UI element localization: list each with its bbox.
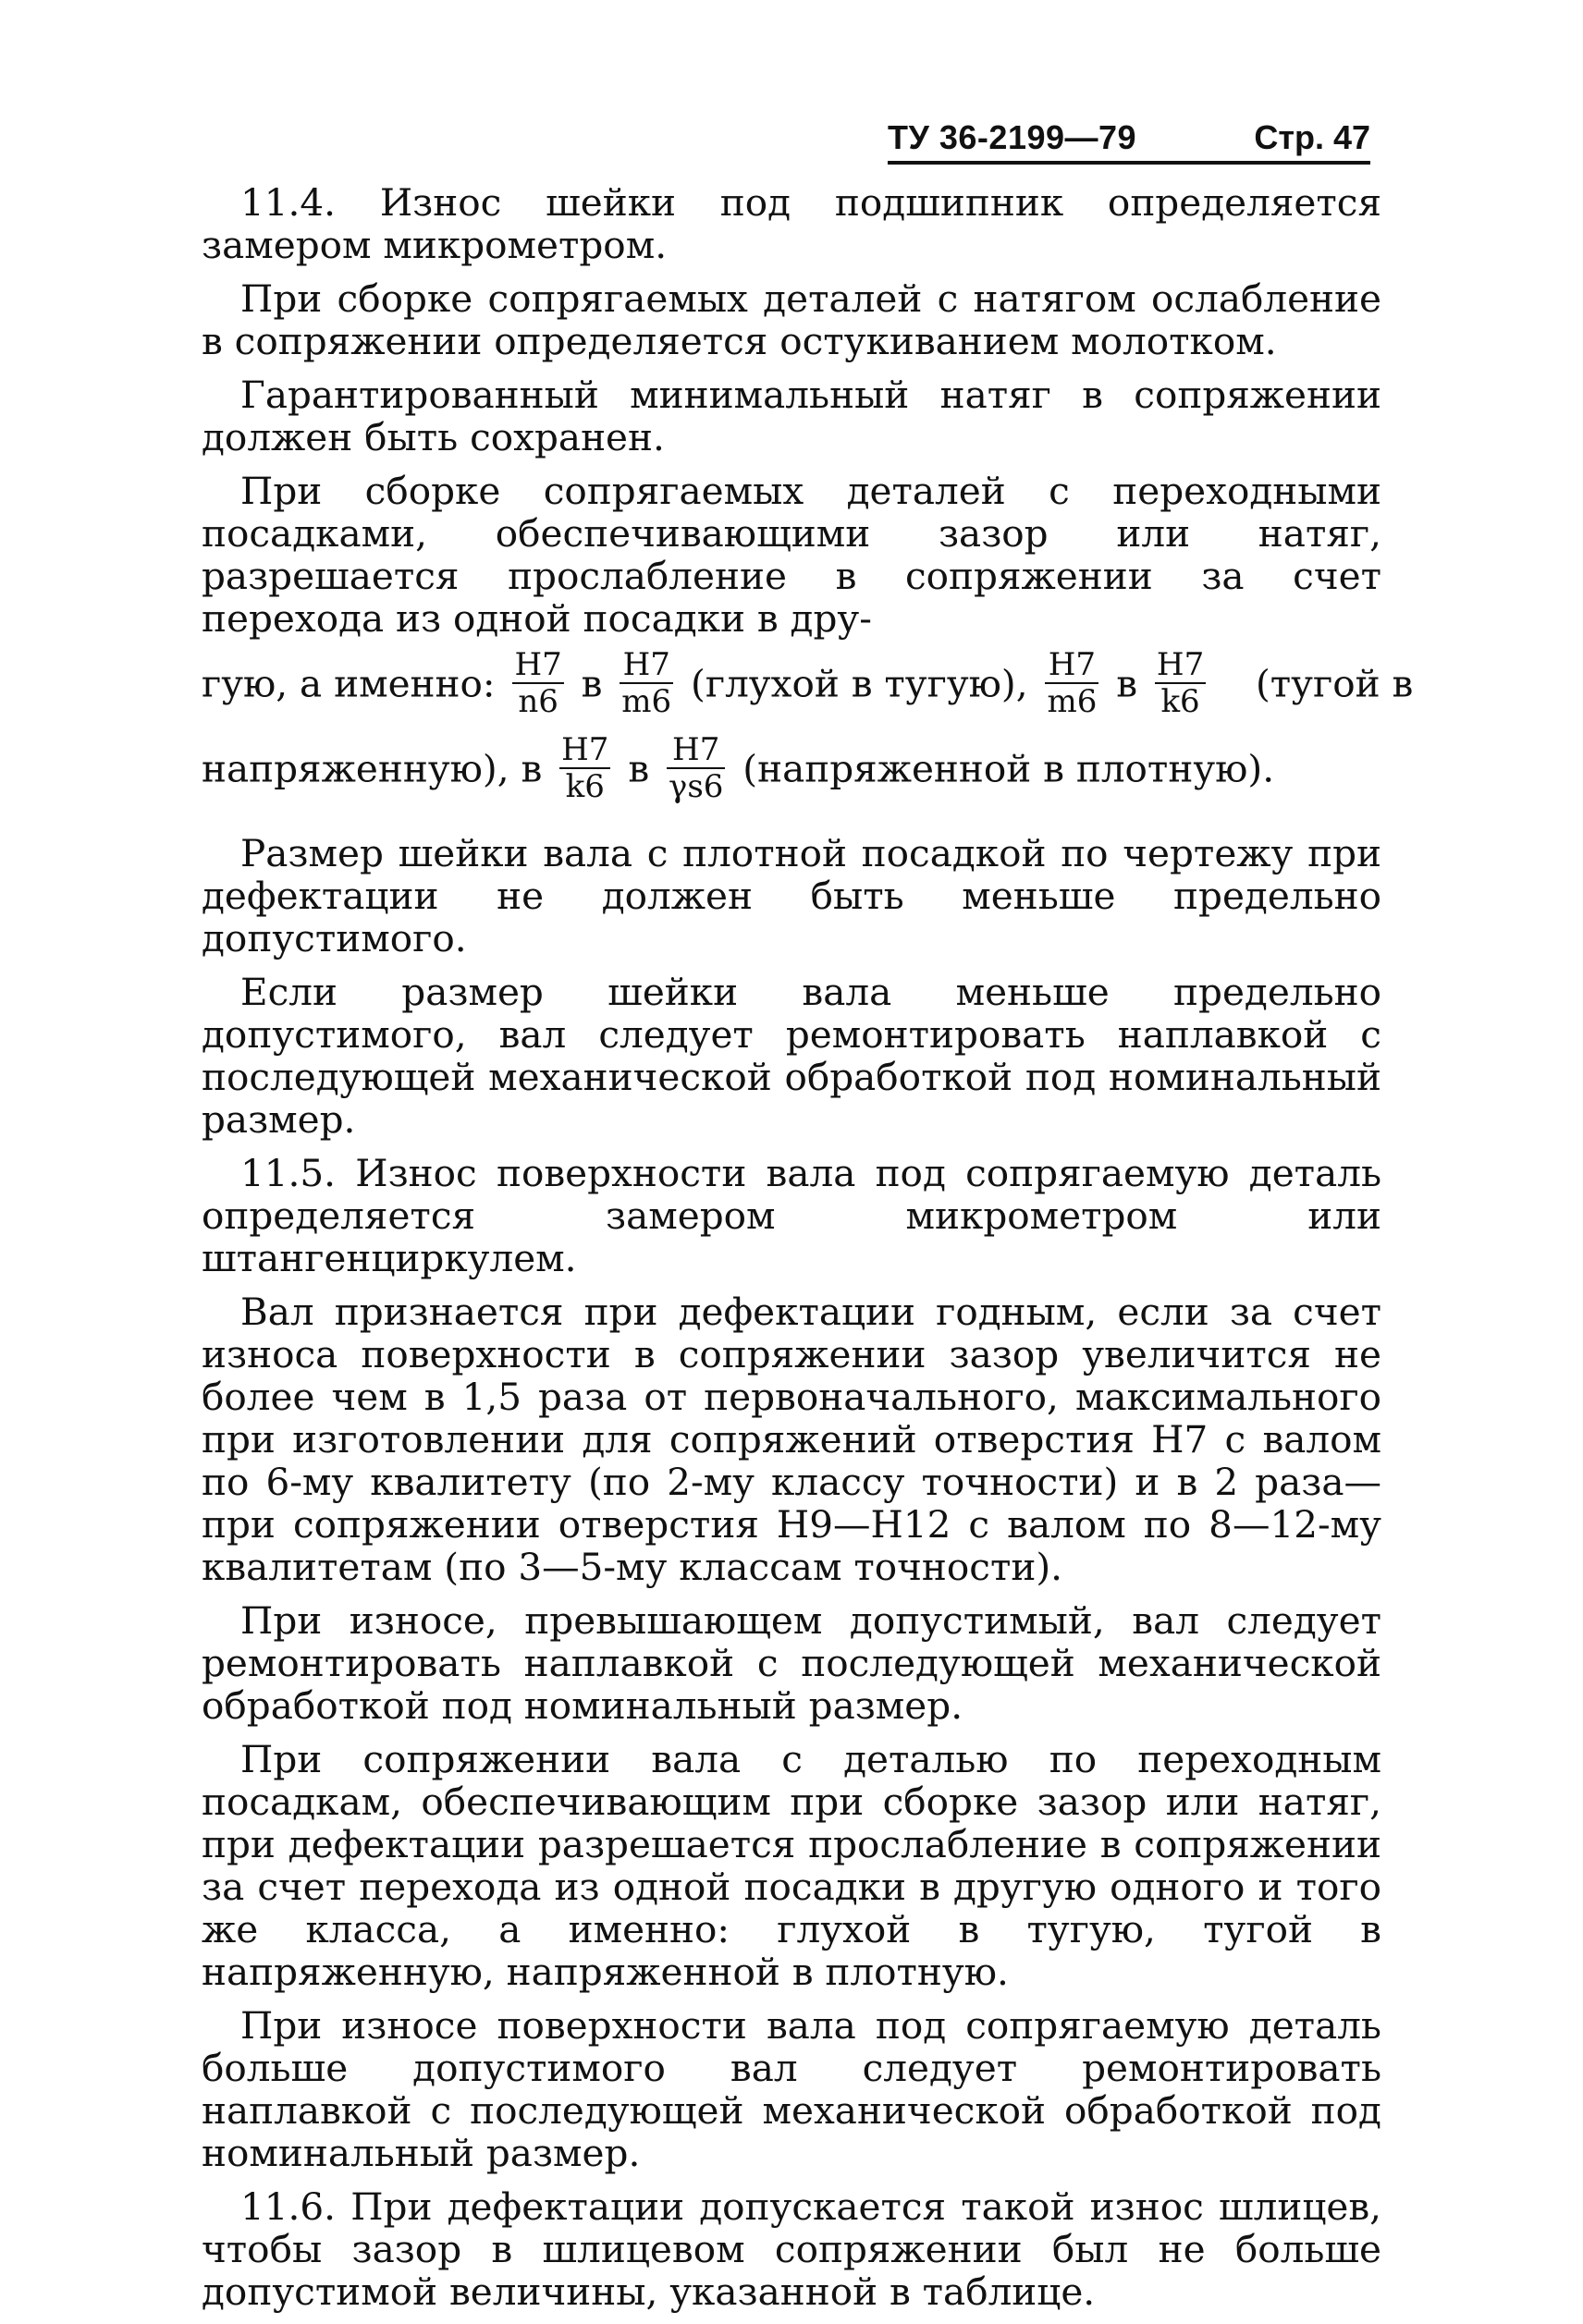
formula-text: (глухой в тугую),	[691, 661, 1028, 706]
paragraph: При сопряжении вала с деталью по переходным посадкам, обеспечивающим при сборке зазор или натяг, при дефектации разрешается прослабление в сопряжении за счет перехода из одной посадки в другую одного и того же класса, а именно: глухой в тугую, тугой в напряженную, напряженной в плотную.	[202, 1737, 1381, 1994]
fraction-h7-m6	[1045, 647, 1098, 719]
formula-text: гую, а именно:	[202, 661, 496, 706]
fraction-numerator: H7	[514, 646, 562, 683]
page-header	[888, 118, 1370, 165]
fraction-denominator: n6	[518, 683, 558, 720]
paragraph-11-5: 11.5. Износ поверхности вала под сопрягаемую деталь определяется замером микрометром или штангенциркулем.	[202, 1151, 1381, 1280]
formula-text: (напряженной в плотную).	[742, 746, 1275, 791]
paragraph: При сборке сопрягаемых деталей с натягом ослабление в сопряжении определяется остукиванием молотком.	[202, 276, 1381, 363]
formula-line-2	[202, 731, 1381, 810]
fraction-denominator: m6	[1047, 683, 1098, 720]
page-number: Стр. 47	[1254, 118, 1370, 156]
formula-word: в	[581, 661, 603, 706]
fraction-h7-k6	[1155, 647, 1206, 719]
paragraph-11-4: 11.4. Износ шейки под подшипник определяется замером микрометром.	[202, 180, 1381, 267]
fraction-h7-m6	[620, 647, 673, 719]
formula-word: в	[628, 746, 650, 791]
paragraph: При сборке сопрягаемых деталей с переходными посадками, обеспечивающими зазор или натяг, разрешается прослабление в сопряжении за счет перехода из одной посадки в дру-	[202, 469, 1381, 641]
fraction-denominator: γs6	[669, 768, 724, 805]
fraction-numerator: H7	[1045, 647, 1098, 684]
paragraph: Если размер шейки вала меньше предельно допустимого, вал следует ремонтировать наплавкой с последующей механической обработкой под номинальный размер.	[202, 970, 1381, 1142]
formula-text: (тугой в	[1255, 661, 1414, 706]
fraction-denominator: k6	[1160, 683, 1200, 720]
fraction-h7-k6	[559, 732, 610, 804]
formula-line-1	[202, 646, 1414, 736]
formula-text: напряженную), в	[202, 746, 543, 791]
fraction-numerator: H7	[620, 647, 673, 684]
paragraph: Вал признается при дефектации годным, если за счет износа поверхности в сопряжении зазор увеличится не более чем в 1,5 раза от первоначального, максимального при изготовлении для сопряжений отверстия H7 с валом по 6-му квалитету (по 2-му классу точности) и в 2 раза—при сопряжении отверстия H9—H12 с валом по 8—12-му квалитетам (по 3—5-му классам точности).	[202, 1290, 1381, 1589]
paragraph: При износе, превышающем допустимый, вал следует ремонтировать наплавкой с последующей механической обработкой под номинальный размер.	[202, 1598, 1381, 1728]
formula-word: в	[1116, 661, 1138, 706]
paragraph: Гарантированный минимальный натяг в сопряжении должен быть сохранен.	[202, 373, 1381, 459]
document-body	[202, 180, 1414, 2324]
fraction-denominator: k6	[565, 768, 605, 805]
fit-formula-block	[202, 646, 1414, 810]
paragraph-11-6: 11.6. При дефектации допускается такой износ шлицев, чтобы зазор в шлицевом сопряжении был не больше допустимой величины, указанной в таблице.	[202, 2184, 1381, 2314]
fraction-numerator: H7	[667, 732, 725, 769]
fraction-h7-gs6	[667, 732, 725, 804]
paragraph: Размер шейки вала с плотной посадкой по чертежу при дефектации не должен быть меньше предельно допустимого.	[202, 831, 1381, 960]
fraction-numerator: H7	[1156, 646, 1205, 683]
fraction-denominator: m6	[621, 683, 672, 720]
fraction-numerator: H7	[561, 731, 609, 768]
paragraph: При износе поверхности вала под сопрягаемую деталь больше допустимого вал следует ремонтировать наплавкой с последующей механической обработкой под номинальный размер.	[202, 2003, 1381, 2175]
document-number: ТУ 36-2199—79	[888, 118, 1137, 156]
fraction-h7-n6	[512, 647, 563, 719]
